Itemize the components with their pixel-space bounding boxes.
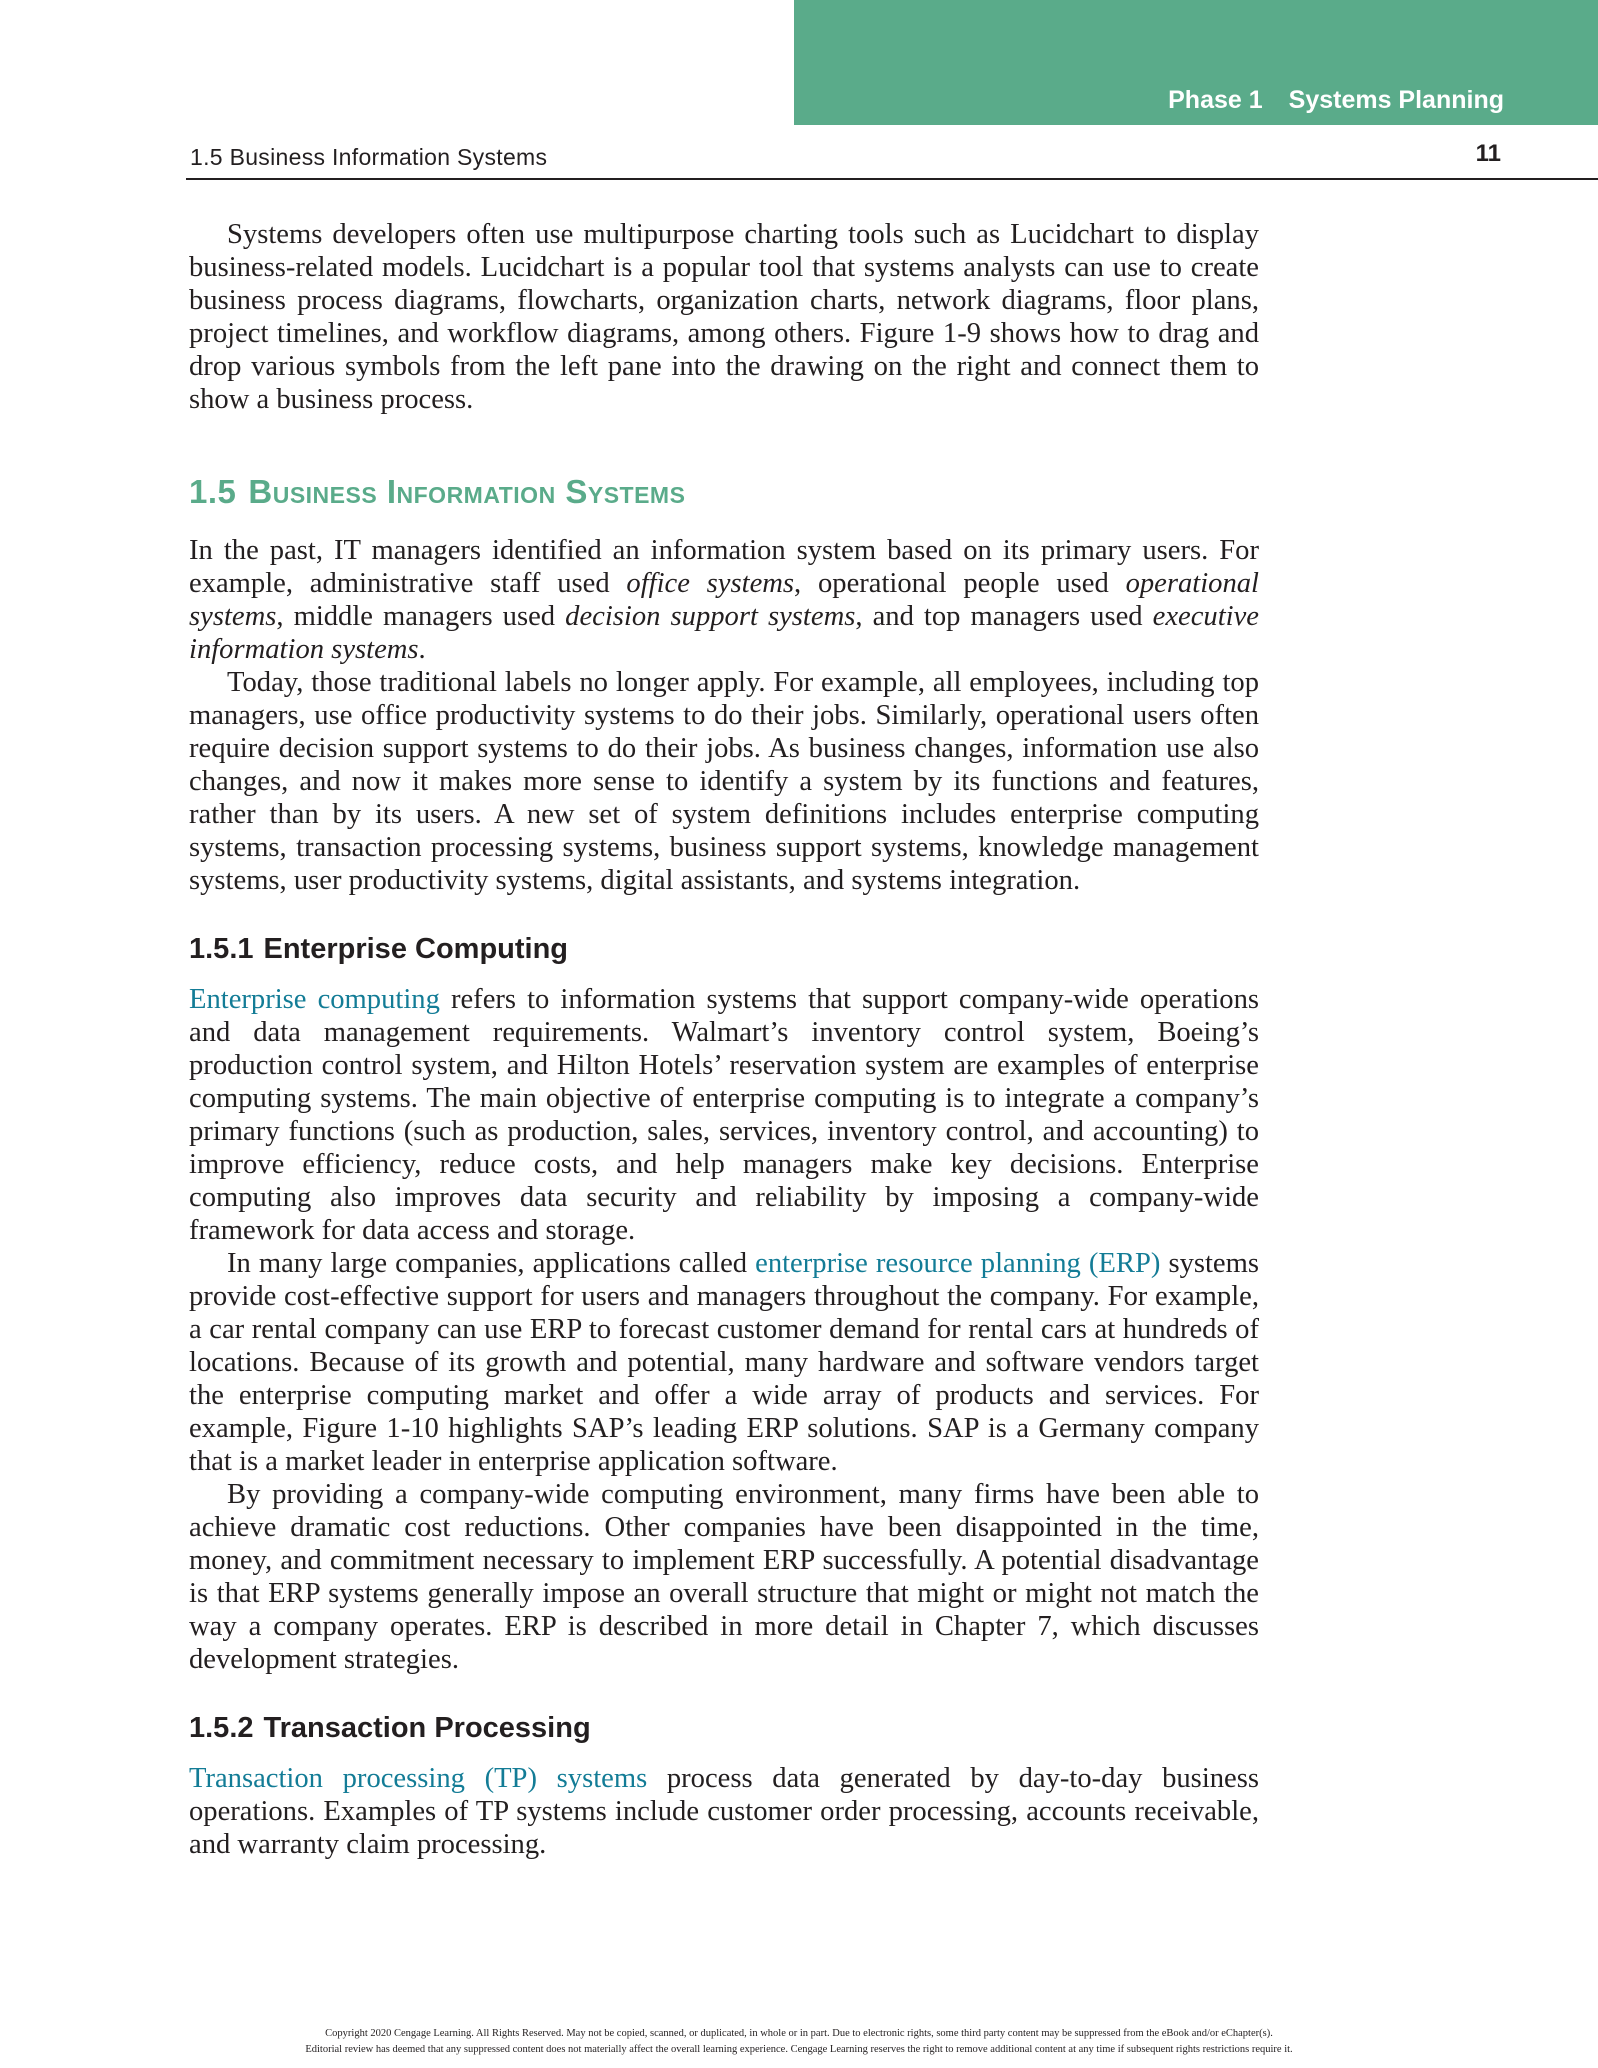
phase-title: Systems Planning [1288, 86, 1504, 114]
subsection-title: Transaction Processing [263, 1712, 591, 1744]
running-head: 1.5 Business Information Systems [190, 144, 548, 170]
key-term-enterprise-computing: Enterprise computing [189, 984, 440, 1015]
text-run: In many large companies, applications called [227, 1248, 756, 1279]
section-number: 1.5 [189, 473, 237, 510]
paragraph-enterprise-computing [189, 983, 1259, 1247]
subsection-number: 1.5.2 [189, 1712, 254, 1744]
key-term-erp: enterprise resource planning (ERP) [755, 1248, 1161, 1279]
paragraph-new-definitions: Today, those traditional labels no longer apply. For example, all employees, including top managers, use office productivity systems to do their jobs. Similarly, operational users often require decision support systems to do their jobs. As business changes, information use also changes, and now it makes more sense to identify a system by its functions and features, rather than by its users. A new set of system definitions includes enterprise computing systems, transaction processing systems, business support systems, knowledge management systems, user productivity systems, digital assistants, and systems integration. [189, 667, 1259, 896]
text-run: In the past, IT managers identified an information system based on its primary users. For example, administrative staff used [189, 535, 1259, 599]
subsection-title: Enterprise Computing [263, 933, 569, 965]
text-run: refers to information systems that support company-wide operations and data management requirements. Walmart’s inventory control system, Boeing’s production control system, and Hilton Hotels’ reservation system are examples of enterprise computing systems. The main objective of enterprise computing is to integrate a company’s primary functions (such as production, sales, services, inventory control, and accounting) to improve efficiency, reduce costs, and help managers make key decisions. Enterprise computing also improves data security and reliability by imposing a company-wide framework for data access and storage. [189, 984, 1259, 1246]
section-heading-1-5 [189, 473, 1259, 511]
emphasis-decision-support-systems: decision support systems [565, 601, 856, 632]
text-run: , and top managers used [855, 601, 1153, 632]
phase-header [794, 86, 1504, 115]
subsection-number: 1.5.1 [189, 933, 254, 965]
paragraph-transaction-processing [189, 1762, 1259, 1861]
text-run: systems provide cost-effective support for users and managers throughout the company. For example, a car rental company can use ERP to forecast customer demand for rental cars at hundreds of locations. Because of its growth and potential, many hardware and software vendors target the enterprise computing market and offer a wide array of products and services. For example, Figure 1-10 highlights SAP’s leading ERP solutions. SAP is a Germany company that is a market leader in enterprise application software. [189, 1248, 1259, 1477]
paragraph-erp-cost: By providing a company-wide computing environment, many firms have been able to achieve dramatic cost reductions. Other companies have been disappointed in the time, money, and commitment necessary to implement ERP successfully. A potential disadvantage is that ERP systems generally impose an overall structure that might or might not match the way a company operates. ERP is described in more detail in Chapter 7, which discusses development strategies. [189, 1479, 1259, 1675]
copyright-line-1: Copyright 2020 Cengage Learning. All Rights Reserved. May not be copied, scanned, or duplicated, in whole or in part. Due to electronic rights, some third party content may be suppressed from the eBook and/or eChapter(s). [325, 2028, 1273, 2039]
header-rule [186, 178, 1598, 180]
emphasis-office-systems: office systems [626, 568, 795, 599]
section-title: Business Information Systems [248, 473, 686, 510]
copyright-footer [0, 2026, 1598, 2058]
page-number: 11 [1475, 140, 1501, 167]
key-term-transaction-processing: Transaction processing (TP) systems [189, 1763, 648, 1794]
text-run: , operational people used [794, 568, 1126, 599]
paragraph-user-based-systems [189, 534, 1259, 666]
subsection-heading-1-5-1 [189, 932, 1259, 966]
page-body [189, 218, 1259, 1861]
phase-banner [794, 0, 1598, 125]
text-run: , middle managers used [276, 601, 566, 632]
intro-paragraph: Systems developers often use multipurpose charting tools such as Lucidchart to display business-related models. Lucidchart is a popular tool that systems analysts can use to create business process diagrams, flowcharts, organization charts, network diagrams, floor plans, project timelines, and workflow diagrams, among others. Figure 1-9 shows how to drag and drop various symbols from the left pane into the drawing on the right and connect them to show a business process. [189, 219, 1259, 415]
text-run: process data generated by day-to-day business operations. Examples of TP systems include customer order processing, accounts receivable, and warranty claim processing. [189, 1763, 1260, 1860]
paragraph-erp [189, 1247, 1259, 1478]
emphasis-executive-information-systems: executive information systems [189, 601, 1259, 665]
copyright-line-2: Editorial review has deemed that any suppressed content does not materially affect the overall learning experience. Cengage Learning reserves the right to remove additional content at any time if subsequent rights restrictions require it. [305, 2044, 1293, 2055]
subsection-heading-1-5-2 [189, 1711, 1259, 1745]
emphasis-operational-systems: operational systems [189, 568, 1259, 632]
phase-label: Phase 1 [1168, 86, 1263, 114]
text-run: . [418, 634, 426, 665]
